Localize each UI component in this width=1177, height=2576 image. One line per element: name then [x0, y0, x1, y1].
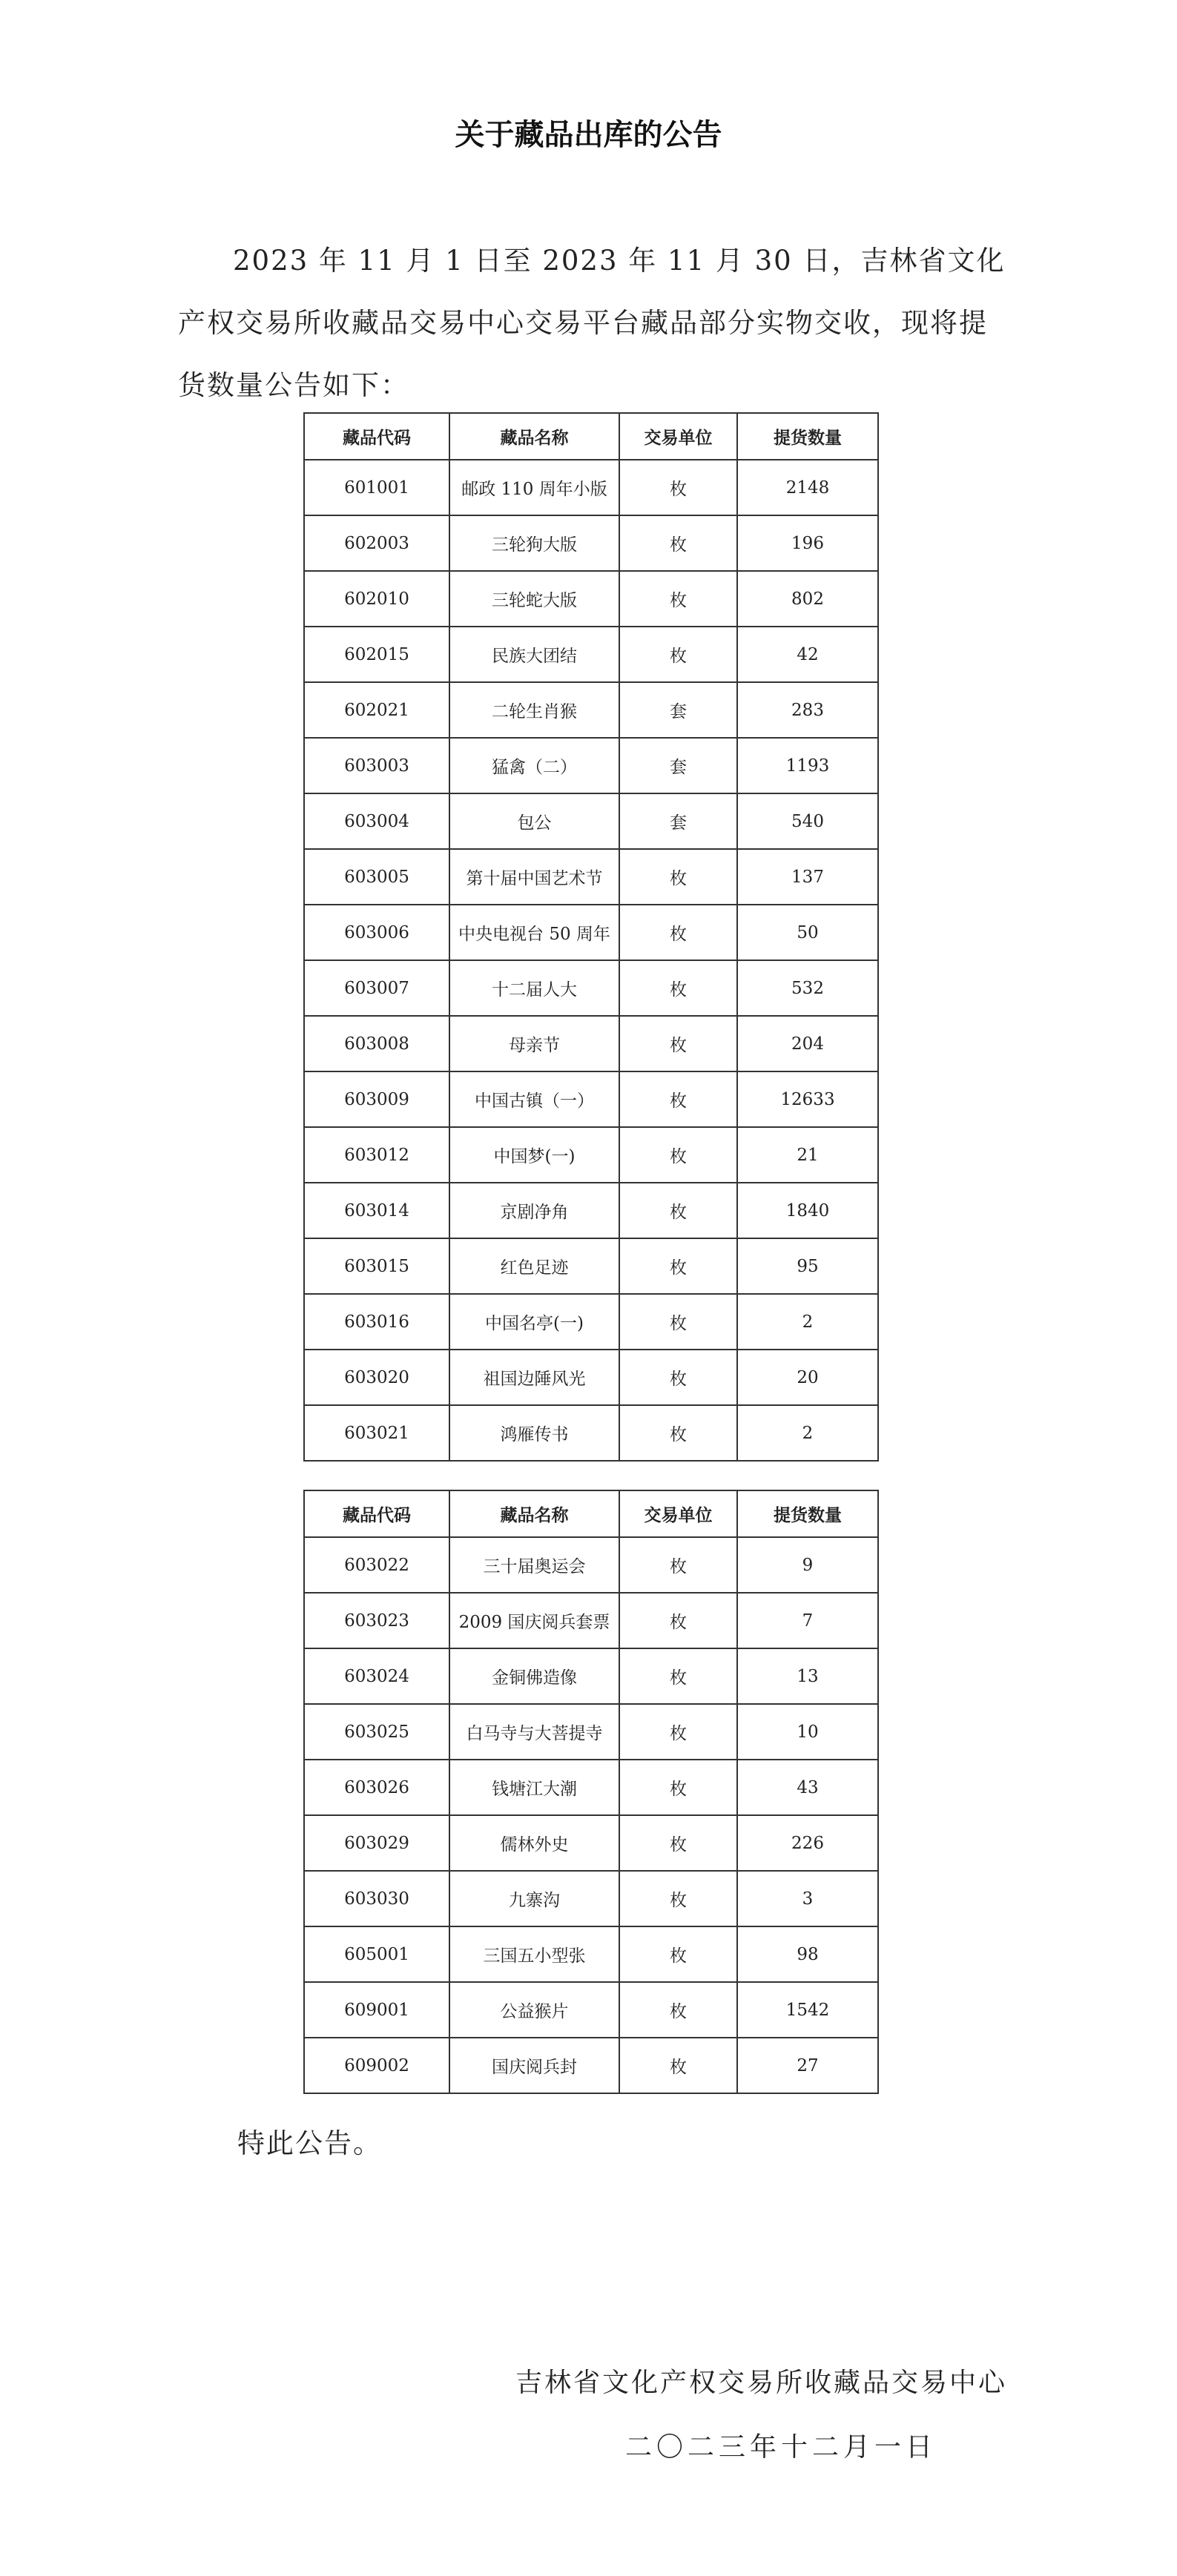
cell-name: 京剧净角 — [449, 1183, 619, 1238]
table-header-row — [304, 413, 878, 460]
cell-name: 红色足迹 — [449, 1238, 619, 1294]
cell-quantity: 1840 — [737, 1183, 878, 1238]
cell-quantity: 98 — [737, 1926, 878, 1982]
cell-quantity: 540 — [737, 793, 878, 849]
header-unit: 交易单位 — [619, 413, 737, 460]
header-code: 藏品代码 — [304, 1490, 449, 1537]
cell-name: 金铜佛造像 — [449, 1648, 619, 1704]
cell-quantity: 50 — [737, 905, 878, 960]
cell-quantity: 20 — [737, 1350, 878, 1405]
cell-quantity: 9 — [737, 1537, 878, 1593]
cell-unit: 枚 — [619, 515, 737, 571]
cell-quantity: 27 — [737, 2038, 878, 2093]
cell-code: 603022 — [304, 1537, 449, 1593]
cell-name: 第十届中国艺术节 — [449, 849, 619, 905]
table-row — [304, 571, 878, 627]
cell-unit: 枚 — [619, 2038, 737, 2093]
cell-name: 二轮生肖猴 — [449, 682, 619, 738]
table-row — [304, 905, 878, 960]
cell-code: 603023 — [304, 1593, 449, 1648]
cell-name: 中国梦(一) — [449, 1127, 619, 1183]
cell-code: 602015 — [304, 627, 449, 682]
delivery-table-1 — [303, 412, 879, 1462]
cell-code: 603014 — [304, 1183, 449, 1238]
cell-unit: 枚 — [619, 627, 737, 682]
cell-unit: 枚 — [619, 1127, 737, 1183]
table-row — [304, 1016, 878, 1071]
cell-name: 鸿雁传书 — [449, 1405, 619, 1461]
table-row — [304, 1704, 878, 1760]
cell-code: 603015 — [304, 1238, 449, 1294]
cell-quantity: 13 — [737, 1648, 878, 1704]
table-row — [304, 1183, 878, 1238]
cell-code: 603020 — [304, 1350, 449, 1405]
cell-code: 603025 — [304, 1704, 449, 1760]
cell-code: 603029 — [304, 1815, 449, 1871]
cell-code: 602021 — [304, 682, 449, 738]
table-row — [304, 1815, 878, 1871]
table-row — [304, 515, 878, 571]
cell-code: 603012 — [304, 1127, 449, 1183]
table-row — [304, 627, 878, 682]
cell-name: 十二届人大 — [449, 960, 619, 1016]
cell-quantity: 95 — [737, 1238, 878, 1294]
cell-name: 钱塘江大潮 — [449, 1760, 619, 1815]
table-row — [304, 682, 878, 738]
table-row — [304, 460, 878, 515]
cell-quantity: 2 — [737, 1405, 878, 1461]
cell-quantity: 2 — [737, 1294, 878, 1350]
header-quantity: 提货数量 — [737, 1490, 878, 1537]
table-row — [304, 1294, 878, 1350]
cell-name: 白马寺与大菩提寺 — [449, 1704, 619, 1760]
cell-code: 602010 — [304, 571, 449, 627]
table-row — [304, 960, 878, 1016]
cell-unit: 枚 — [619, 960, 737, 1016]
cell-quantity: 7 — [737, 1593, 878, 1648]
cell-name: 中央电视台 50 周年 — [449, 905, 619, 960]
cell-name: 邮政 110 周年小版 — [449, 460, 619, 515]
page-title: 关于藏品出库的公告 — [455, 118, 722, 152]
cell-code: 603004 — [304, 793, 449, 849]
cell-quantity: 802 — [737, 571, 878, 627]
cell-unit: 枚 — [619, 1815, 737, 1871]
cell-unit: 枚 — [619, 1294, 737, 1350]
cell-unit: 枚 — [619, 460, 737, 515]
cell-code: 603009 — [304, 1071, 449, 1127]
cell-name: 公益猴片 — [449, 1982, 619, 2038]
cell-quantity: 12633 — [737, 1071, 878, 1127]
table-header-row — [304, 1490, 878, 1537]
table-row — [304, 1127, 878, 1183]
cell-quantity: 204 — [737, 1016, 878, 1071]
cell-quantity: 137 — [737, 849, 878, 905]
cell-code: 603026 — [304, 1760, 449, 1815]
cell-quantity: 21 — [737, 1127, 878, 1183]
table-row — [304, 1071, 878, 1127]
cell-name: 三轮狗大版 — [449, 515, 619, 571]
cell-quantity: 2148 — [737, 460, 878, 515]
cell-code: 602003 — [304, 515, 449, 571]
cell-code: 603021 — [304, 1405, 449, 1461]
header-name: 藏品名称 — [449, 1490, 619, 1537]
cell-quantity: 42 — [737, 627, 878, 682]
cell-unit: 枚 — [619, 1982, 737, 2038]
cell-unit: 枚 — [619, 1871, 737, 1926]
cell-name: 中国古镇（一） — [449, 1071, 619, 1127]
cell-name: 三轮蛇大版 — [449, 571, 619, 627]
cell-code: 603003 — [304, 738, 449, 793]
cell-name: 猛禽（二） — [449, 738, 619, 793]
cell-code: 603016 — [304, 1294, 449, 1350]
delivery-table-2 — [303, 1490, 879, 2094]
cell-unit: 枚 — [619, 1350, 737, 1405]
cell-name: 母亲节 — [449, 1016, 619, 1071]
cell-unit: 枚 — [619, 1760, 737, 1815]
cell-code: 603006 — [304, 905, 449, 960]
cell-unit: 枚 — [619, 905, 737, 960]
intro-paragraph: 2023 年 11 月 1 日至 2023 年 11 月 30 日，吉林省文化产权交易所收藏品交易中心交易平台藏品部分实物交收，现将提货数量公告如下： — [178, 245, 1006, 401]
header-quantity: 提货数量 — [737, 413, 878, 460]
cell-quantity: 43 — [737, 1760, 878, 1815]
cell-code: 603007 — [304, 960, 449, 1016]
cell-quantity: 10 — [737, 1704, 878, 1760]
cell-code: 605001 — [304, 1926, 449, 1982]
table-row — [304, 1537, 878, 1593]
table-row — [304, 1982, 878, 2038]
header-name: 藏品名称 — [449, 413, 619, 460]
cell-unit: 枚 — [619, 1926, 737, 1982]
cell-name: 九寨沟 — [449, 1871, 619, 1926]
cell-name: 三国五小型张 — [449, 1926, 619, 1982]
cell-unit: 枚 — [619, 1648, 737, 1704]
cell-code: 601001 — [304, 460, 449, 515]
issuer-organization: 吉林省文化产权交易所收藏品交易中心 — [515, 2368, 1008, 2398]
cell-unit: 套 — [619, 682, 737, 738]
cell-unit: 套 — [619, 738, 737, 793]
cell-code: 609002 — [304, 2038, 449, 2093]
cell-name: 2009 国庆阅兵套票 — [449, 1593, 619, 1648]
cell-unit: 枚 — [619, 1704, 737, 1760]
cell-unit: 枚 — [619, 1405, 737, 1461]
cell-name: 儒林外史 — [449, 1815, 619, 1871]
table-row — [304, 1593, 878, 1648]
table-row — [304, 1405, 878, 1461]
header-unit: 交易单位 — [619, 1490, 737, 1537]
cell-quantity: 226 — [737, 1815, 878, 1871]
table-row — [304, 849, 878, 905]
table-row — [304, 1871, 878, 1926]
table-row — [304, 2038, 878, 2093]
cell-name: 包公 — [449, 793, 619, 849]
issue-date: 二〇二三年十二月一日 — [625, 2432, 937, 2463]
cell-unit: 枚 — [619, 1071, 737, 1127]
cell-quantity: 1193 — [737, 738, 878, 793]
cell-unit: 枚 — [619, 1537, 737, 1593]
cell-name: 民族大团结 — [449, 627, 619, 682]
cell-unit: 枚 — [619, 1593, 737, 1648]
table-row — [304, 738, 878, 793]
cell-quantity: 1542 — [737, 1982, 878, 2038]
cell-quantity: 196 — [737, 515, 878, 571]
cell-unit: 枚 — [619, 1016, 737, 1071]
cell-code: 603005 — [304, 849, 449, 905]
table-row — [304, 1350, 878, 1405]
cell-quantity: 283 — [737, 682, 878, 738]
table-row — [304, 1760, 878, 1815]
table-row — [304, 1238, 878, 1294]
cell-code: 603030 — [304, 1871, 449, 1926]
cell-unit: 枚 — [619, 1238, 737, 1294]
cell-name: 国庆阅兵封 — [449, 2038, 619, 2093]
cell-unit: 枚 — [619, 1183, 737, 1238]
table-row — [304, 793, 878, 849]
table-row — [304, 1926, 878, 1982]
cell-unit: 枚 — [619, 849, 737, 905]
cell-name: 祖国边陲风光 — [449, 1350, 619, 1405]
table-row — [304, 1648, 878, 1704]
cell-unit: 枚 — [619, 571, 737, 627]
closing-text: 特此公告。 — [237, 2127, 382, 2159]
cell-name: 中国名亭(一) — [449, 1294, 619, 1350]
header-code: 藏品代码 — [304, 413, 449, 460]
cell-code: 603008 — [304, 1016, 449, 1071]
cell-unit: 套 — [619, 793, 737, 849]
cell-name: 三十届奥运会 — [449, 1537, 619, 1593]
cell-code: 609001 — [304, 1982, 449, 2038]
cell-quantity: 3 — [737, 1871, 878, 1926]
cell-quantity: 532 — [737, 960, 878, 1016]
cell-code: 603024 — [304, 1648, 449, 1704]
